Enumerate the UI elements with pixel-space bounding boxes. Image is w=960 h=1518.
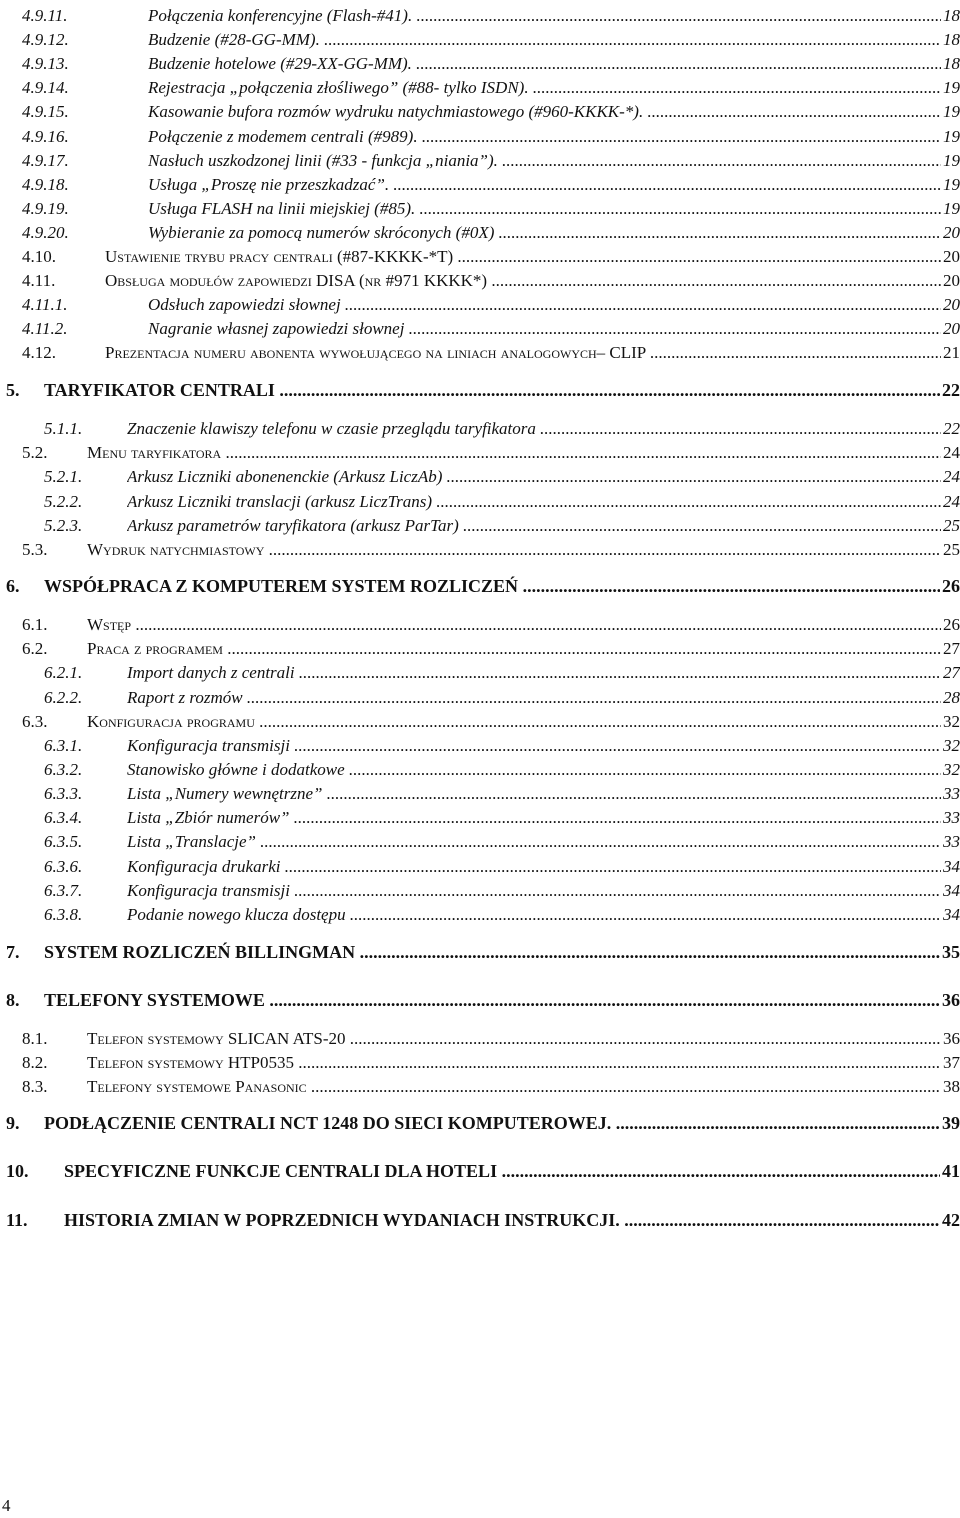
toc-title: Kasowanie bufora rozmów wydruku natychmiastowego (#960-KKKK-*). ..... — [148, 100, 958, 124]
toc-title: Menu taryfikatora ..... — [87, 441, 958, 465]
toc-number: 4.11. — [22, 271, 56, 290]
toc-title: SPECYFICZNE FUNKCJE CENTRALI DLA HOTELI ..... — [64, 1159, 958, 1183]
toc-page-number: 35 — [942, 942, 960, 962]
toc-number: 4.9.14. — [22, 78, 69, 97]
toc-number: 6.3.8. — [44, 905, 83, 924]
toc-number: 6.3.1. — [44, 736, 83, 755]
toc-page-number: 19 — [941, 197, 960, 221]
toc-entry[interactable] — [0, 574, 960, 598]
toc-title: Wybieranie za pomocą numerów skróconych (#0X) ..... — [148, 221, 958, 245]
toc-entry[interactable] — [0, 149, 960, 173]
toc-entry[interactable] — [0, 879, 960, 903]
toc-title: Ustawienie trybu pracy centrali (#87-KKKK-*T) ..... — [105, 245, 958, 269]
toc-page-number: 27 — [941, 661, 960, 685]
toc-title: Telefon systemowy SLICAN ATS-20 ..... — [87, 1027, 958, 1051]
toc-title: Telefony systemowe Panasonic ..... — [87, 1075, 958, 1099]
toc-page-number: 32 — [941, 758, 960, 782]
toc-entry[interactable] — [0, 806, 960, 830]
toc-page-number: 34 — [941, 879, 960, 903]
toc-title: Konfiguracja drukarki ..... — [127, 855, 958, 879]
toc-number: 6.3.7. — [44, 881, 83, 900]
toc-page-number: 19 — [941, 100, 960, 124]
toc-page-number: 37 — [941, 1051, 960, 1075]
toc-number: 5. — [6, 380, 20, 400]
toc-entry[interactable] — [0, 125, 960, 149]
toc-title: TELEFONY SYSTEMOWE ..... — [44, 988, 958, 1012]
toc-number: 8.3. — [22, 1077, 48, 1096]
toc-entry[interactable] — [0, 1051, 960, 1075]
toc-number: 4.11.2. — [22, 319, 68, 338]
toc-title: Usługa FLASH na linii miejskiej (#85). ..... — [148, 197, 958, 221]
toc-number: 4.9.16. — [22, 127, 69, 146]
toc-page-number: 26 — [942, 576, 960, 596]
toc-number: 9. — [6, 1113, 20, 1133]
toc-title: Połączenie z modemem centrali (#989). ..... — [148, 125, 958, 149]
toc-entry[interactable] — [0, 317, 960, 341]
toc-page-number: 28 — [941, 686, 960, 710]
toc-number: 6.3.2. — [44, 760, 83, 779]
toc-entry[interactable] — [0, 782, 960, 806]
toc-title: Usługa „Proszę nie przeszkadzać”. ..... — [148, 173, 958, 197]
toc-number: 4.10. — [22, 247, 56, 266]
toc-page-number: 19 — [941, 149, 960, 173]
toc-title: Stanowisko główne i dodatkowe ..... — [127, 758, 958, 782]
toc-entry[interactable] — [0, 903, 960, 927]
toc-page-number: 32 — [941, 710, 960, 734]
toc-title: Nagranie własnej zapowiedzi słownej ..... — [148, 317, 958, 341]
toc-title: Budzenie (#28-GG-MM). ..... — [148, 28, 958, 52]
toc-number: 4.9.18. — [22, 175, 69, 194]
toc-entry[interactable] — [0, 269, 960, 293]
toc-page-number: 22 — [941, 417, 960, 441]
toc-title: Połączenia konferencyjne (Flash-#41). ..... — [148, 4, 958, 28]
toc-number: 4.12. — [22, 343, 56, 362]
toc-number: 4.9.15. — [22, 102, 69, 121]
toc-number: 4.9.17. — [22, 151, 69, 170]
toc-entry[interactable] — [0, 52, 960, 76]
toc-number: 8.1. — [22, 1029, 48, 1048]
toc-page-number: 36 — [941, 1027, 960, 1051]
toc-title: HISTORIA ZMIAN W POPRZEDNICH WYDANIACH INSTRUKCJI. ..... — [64, 1208, 958, 1232]
toc-page-number: 18 — [941, 28, 960, 52]
toc-page-number: 20 — [941, 317, 960, 341]
toc-page-number: 34 — [941, 855, 960, 879]
toc-title: Odsłuch zapowiedzi słownej ..... — [148, 293, 958, 317]
toc-title: Lista „Zbiór numerów” ..... — [127, 806, 958, 830]
toc-entry[interactable] — [0, 245, 960, 269]
toc-page-number: 32 — [941, 734, 960, 758]
toc-title: Podanie nowego klucza dostępu ..... — [127, 903, 958, 927]
toc-title: Import danych z centrali ..... — [127, 661, 958, 685]
toc-entry[interactable] — [0, 100, 960, 124]
toc-number: 6.2.2. — [44, 688, 83, 707]
toc-entry[interactable] — [0, 341, 960, 365]
toc-entry[interactable] — [0, 173, 960, 197]
toc-number: 10. — [6, 1161, 29, 1181]
toc-number: 6.3. — [22, 712, 48, 731]
toc-number: 4.9.20. — [22, 223, 69, 242]
toc-page-number: 24 — [941, 441, 960, 465]
toc-entry[interactable] — [0, 661, 960, 685]
toc-page-number: 39 — [942, 1113, 960, 1133]
toc-entry[interactable] — [0, 465, 960, 489]
toc-number: 5.2.3. — [44, 516, 83, 535]
toc-number: 4.9.11. — [22, 6, 68, 25]
toc-title: SYSTEM ROZLICZEŃ BILLINGMAN ..... — [44, 940, 958, 964]
toc-entry[interactable] — [0, 1027, 960, 1051]
toc-page-number: 24 — [941, 490, 960, 514]
toc-number: 6.3.3. — [44, 784, 83, 803]
toc-entry[interactable] — [0, 1208, 960, 1232]
toc-entry[interactable] — [0, 613, 960, 637]
toc-title: Arkusz Liczniki translacji (arkusz LiczTrans) ..... — [127, 490, 958, 514]
toc-page-number: 38 — [941, 1075, 960, 1099]
toc-title: Wydruk natychmiastowy ..... — [87, 538, 958, 562]
toc-page-number: 36 — [942, 990, 960, 1010]
toc-title: Konfiguracja programu ..... — [87, 710, 958, 734]
toc-entry[interactable] — [0, 686, 960, 710]
toc-page-number: 41 — [942, 1161, 960, 1181]
toc-number: 6.1. — [22, 615, 48, 634]
toc-entry[interactable] — [0, 1075, 960, 1099]
toc-page-number: 19 — [941, 125, 960, 149]
toc-entry[interactable] — [0, 417, 960, 441]
toc-title: Arkusz parametrów taryfikatora (arkusz ParTar) ..... — [127, 514, 958, 538]
toc-entry[interactable] — [0, 710, 960, 734]
toc-entry[interactable] — [0, 830, 960, 854]
toc-number: 7. — [6, 942, 20, 962]
toc-entry[interactable] — [0, 4, 960, 28]
toc-title: Konfiguracja transmisji ..... — [127, 879, 958, 903]
toc-entry[interactable] — [0, 1159, 960, 1183]
toc-title: Obsługa modułów zapowiedzi DISA (nr #971 KKKK*) ..... — [105, 269, 958, 293]
toc-number: 6. — [6, 576, 20, 596]
toc-page-number: 22 — [942, 380, 960, 400]
toc-entry[interactable] — [0, 490, 960, 514]
toc-page-number: 26 — [941, 613, 960, 637]
toc-page-number: 18 — [941, 52, 960, 76]
toc-number: 11. — [6, 1210, 28, 1230]
toc-entry[interactable] — [0, 1111, 960, 1135]
toc-number: 8. — [6, 990, 20, 1010]
toc-page-number: 18 — [941, 4, 960, 28]
toc-title: Raport z rozmów ..... — [127, 686, 958, 710]
toc-entry[interactable] — [0, 758, 960, 782]
toc-entry[interactable] — [0, 441, 960, 465]
toc-entry[interactable] — [0, 378, 960, 402]
toc-number: 5.2. — [22, 443, 48, 462]
toc-entry[interactable] — [0, 221, 960, 245]
toc-entry[interactable] — [0, 28, 960, 52]
toc-title: Budzenie hotelowe (#29-XX-GG-MM). ..... — [148, 52, 958, 76]
toc-title: PODŁĄCZENIE CENTRALI NCT 1248 DO SIECI KOMPUTEROWEJ. ..... — [44, 1111, 958, 1135]
toc-title: Znaczenie klawiszy telefonu w czasie przeglądu taryfikatora ..... — [127, 417, 958, 441]
toc-page-number: 20 — [941, 221, 960, 245]
toc-entry[interactable] — [0, 637, 960, 661]
toc-page-number: 27 — [941, 637, 960, 661]
toc-number: 6.3.5. — [44, 832, 83, 851]
toc-title: Rejestracja „połączenia złośliwego” (#88- tylko ISDN). ..... — [148, 76, 958, 100]
toc-entry[interactable] — [0, 514, 960, 538]
toc-entry[interactable] — [0, 940, 960, 964]
toc-entry[interactable] — [0, 855, 960, 879]
toc-page-number: 20 — [941, 245, 960, 269]
toc-page-number: 42 — [942, 1210, 960, 1230]
toc-number: 4.9.19. — [22, 199, 69, 218]
toc-number: 6.3.4. — [44, 808, 83, 827]
toc-entry[interactable] — [0, 734, 960, 758]
toc-number: 4.11.1. — [22, 295, 68, 314]
toc-title: TARYFIKATOR CENTRALI ..... — [44, 378, 958, 402]
toc-page-number: 33 — [941, 806, 960, 830]
toc-title: Prezentacja numeru abonenta wywołującego na liniach analogowych– CLIP ..... — [105, 341, 958, 365]
toc-number: 5.1.1. — [44, 419, 83, 438]
toc-number: 4.9.13. — [22, 54, 69, 73]
toc-number: 5.2.1. — [44, 467, 83, 486]
toc-number: 5.3. — [22, 540, 48, 559]
toc-page-number: 34 — [941, 903, 960, 927]
toc-page-number: 33 — [941, 782, 960, 806]
toc-title: Telefon systemowy HTP0535 ..... — [87, 1051, 958, 1075]
toc-page-number: 24 — [941, 465, 960, 489]
toc-title: Lista „Translacje” ..... — [127, 830, 958, 854]
toc-number: 6.3.6. — [44, 857, 83, 876]
toc-page-number: 20 — [941, 269, 960, 293]
toc-number: 4.9.12. — [22, 30, 69, 49]
toc-entry[interactable] — [0, 293, 960, 317]
toc-entry[interactable] — [0, 197, 960, 221]
toc-page-number: 25 — [941, 514, 960, 538]
toc-number: 6.2. — [22, 639, 48, 658]
toc-entry[interactable] — [0, 76, 960, 100]
toc-page-number: 25 — [941, 538, 960, 562]
toc-page-number: 19 — [941, 173, 960, 197]
toc-title: Konfiguracja transmisji ..... — [127, 734, 958, 758]
toc-title: Wstęp ..... — [87, 613, 958, 637]
toc-title: Arkusz Liczniki abonenenckie (Arkusz LiczAb) ..... — [127, 465, 958, 489]
toc-page-number: 20 — [941, 293, 960, 317]
toc-page-number: 21 — [941, 341, 960, 365]
page-number: 4 — [2, 1496, 11, 1515]
toc-title: Praca z programem ..... — [87, 637, 958, 661]
toc-number: 6.2.1. — [44, 663, 83, 682]
toc-entry[interactable] — [0, 538, 960, 562]
toc-entry[interactable] — [0, 988, 960, 1012]
toc-title: Nasłuch uszkodzonej linii (#33 - funkcja „niania”). ..... — [148, 149, 958, 173]
toc-page-number: 33 — [941, 830, 960, 854]
toc-page-number: 19 — [941, 76, 960, 100]
toc-title: WSPÓŁPRACA Z KOMPUTEREM SYSTEM ROZLICZEŃ ..... — [44, 574, 958, 598]
toc-title: Lista „Numery wewnętrzne” ..... — [127, 782, 958, 806]
toc-number: 8.2. — [22, 1053, 48, 1072]
toc-number: 5.2.2. — [44, 492, 83, 511]
